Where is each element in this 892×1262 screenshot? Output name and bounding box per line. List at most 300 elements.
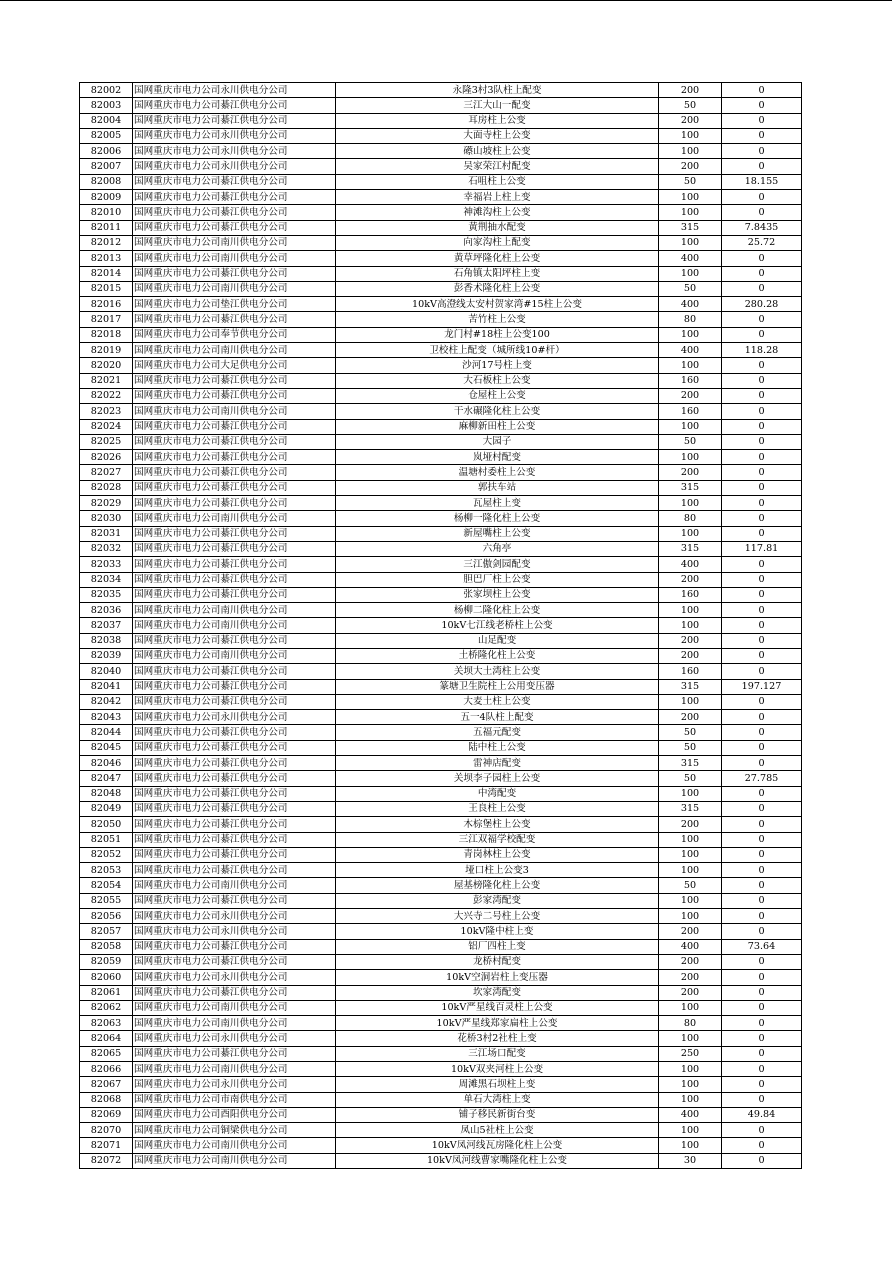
cell-capacity: 315 <box>659 756 722 771</box>
cell-id: 82066 <box>80 1062 133 1077</box>
cell-capacity: 160 <box>659 404 722 419</box>
cell-id: 82011 <box>80 220 133 235</box>
cell-organization: 国网重庆市电力公司南川供电分公司 <box>133 235 336 250</box>
cell-organization: 国网重庆市电力公司綦江供电分公司 <box>133 587 336 602</box>
cell-organization: 国网重庆市电力公司南川供电分公司 <box>133 618 336 633</box>
cell-device-name: 苦竹柱上公变 <box>336 312 659 327</box>
cell-value: 0 <box>722 893 802 908</box>
cell-value: 0 <box>722 832 802 847</box>
cell-value: 0 <box>722 373 802 388</box>
cell-id: 82069 <box>80 1107 133 1122</box>
cell-capacity: 50 <box>659 740 722 755</box>
cell-device-name: 吴家荣江村配变 <box>336 159 659 174</box>
cell-device-name: 大面寺柱上公变 <box>336 128 659 143</box>
table-row <box>80 419 802 434</box>
table-row <box>80 725 802 740</box>
table-row <box>80 954 802 969</box>
cell-device-name: 雷神店配变 <box>336 756 659 771</box>
cell-capacity: 50 <box>659 771 722 786</box>
cell-organization: 国网重庆市电力公司綦江供电分公司 <box>133 725 336 740</box>
cell-capacity: 100 <box>659 847 722 862</box>
cell-capacity: 160 <box>659 664 722 679</box>
cell-capacity: 200 <box>659 572 722 587</box>
cell-capacity: 100 <box>659 893 722 908</box>
cell-organization: 国网重庆市电力公司綦江供电分公司 <box>133 113 336 128</box>
cell-value: 0 <box>722 1077 802 1092</box>
cell-organization: 国网重庆市电力公司永川供电分公司 <box>133 159 336 174</box>
table-row <box>80 786 802 801</box>
cell-value: 0 <box>722 1123 802 1138</box>
cell-organization: 国网重庆市电力公司綦江供电分公司 <box>133 985 336 1000</box>
cell-device-name: 周滩黑石坝柱上变 <box>336 1077 659 1092</box>
cell-organization: 国网重庆市电力公司铜梁供电分公司 <box>133 1123 336 1138</box>
cell-id: 82004 <box>80 113 133 128</box>
cell-value: 0 <box>722 358 802 373</box>
table-row <box>80 557 802 572</box>
cell-value: 0 <box>722 128 802 143</box>
cell-id: 82033 <box>80 557 133 572</box>
cell-capacity: 100 <box>659 235 722 250</box>
cell-device-name: 凤山5社柱上公变 <box>336 1123 659 1138</box>
cell-id: 82018 <box>80 327 133 342</box>
cell-id: 82060 <box>80 970 133 985</box>
cell-organization: 国网重庆市电力公司綦江供电分公司 <box>133 526 336 541</box>
cell-device-name: 幸福岩上柱上变 <box>336 190 659 205</box>
cell-device-name: 王良柱上公变 <box>336 801 659 816</box>
cell-organization: 国网重庆市电力公司綦江供电分公司 <box>133 496 336 511</box>
cell-id: 82055 <box>80 893 133 908</box>
table-row <box>80 113 802 128</box>
cell-device-name: 龙门村#18柱上公变100 <box>336 327 659 342</box>
cell-device-name: 中湾配变 <box>336 786 659 801</box>
table-row <box>80 618 802 633</box>
table-row <box>80 327 802 342</box>
cell-capacity: 100 <box>659 694 722 709</box>
cell-device-name: 篆塘卫生院柱上公用变压器 <box>336 679 659 694</box>
cell-id: 82040 <box>80 664 133 679</box>
cell-id: 82043 <box>80 710 133 725</box>
table-row <box>80 1138 802 1153</box>
cell-device-name: 10kV凤河线瓦房隆化柱上公变 <box>336 1138 659 1153</box>
cell-device-name: 胆巴厂柱上公变 <box>336 572 659 587</box>
cell-organization: 国网重庆市电力公司綦江供电分公司 <box>133 740 336 755</box>
table-body <box>80 83 802 1169</box>
cell-value: 0 <box>722 694 802 709</box>
cell-organization: 国网重庆市电力公司綦江供电分公司 <box>133 220 336 235</box>
cell-id: 82002 <box>80 83 133 98</box>
cell-organization: 国网重庆市电力公司南川供电分公司 <box>133 343 336 358</box>
cell-capacity: 200 <box>659 633 722 648</box>
cell-organization: 国网重庆市电力公司綦江供电分公司 <box>133 939 336 954</box>
table-row <box>80 1000 802 1015</box>
table-row <box>80 205 802 220</box>
cell-capacity: 100 <box>659 786 722 801</box>
cell-id: 82045 <box>80 740 133 755</box>
table-row <box>80 220 802 235</box>
cell-capacity: 100 <box>659 327 722 342</box>
cell-capacity: 400 <box>659 939 722 954</box>
cell-device-name: 彭家湾配变 <box>336 893 659 908</box>
cell-organization: 国网重庆市电力公司南川供电分公司 <box>133 1138 336 1153</box>
cell-value: 27.785 <box>722 771 802 786</box>
table-row <box>80 312 802 327</box>
cell-organization: 国网重庆市电力公司綦江供电分公司 <box>133 817 336 832</box>
cell-organization: 国网重庆市电力公司南川供电分公司 <box>133 603 336 618</box>
cell-capacity: 100 <box>659 144 722 159</box>
cell-capacity: 100 <box>659 526 722 541</box>
cell-device-name: 陆中柱上公变 <box>336 740 659 755</box>
table-row <box>80 985 802 1000</box>
cell-capacity: 100 <box>659 863 722 878</box>
cell-value: 0 <box>722 648 802 663</box>
cell-organization: 国网重庆市电力公司永川供电分公司 <box>133 970 336 985</box>
cell-device-name: 张家坝柱上公变 <box>336 587 659 602</box>
cell-value: 0 <box>722 633 802 648</box>
cell-device-name: 卫校柱上配变（城所线10#杆） <box>336 343 659 358</box>
cell-value: 18.155 <box>722 174 802 189</box>
cell-capacity: 200 <box>659 954 722 969</box>
cell-device-name: 10kV严星线郑家扁柱上公变 <box>336 1016 659 1031</box>
cell-organization: 国网重庆市电力公司南川供电分公司 <box>133 511 336 526</box>
cell-id: 82008 <box>80 174 133 189</box>
cell-id: 82017 <box>80 312 133 327</box>
cell-id: 82068 <box>80 1092 133 1107</box>
cell-id: 82021 <box>80 373 133 388</box>
cell-device-name: 屋基榜隆化柱上公变 <box>336 878 659 893</box>
cell-value: 197.127 <box>722 679 802 694</box>
table-row <box>80 1031 802 1046</box>
cell-value: 0 <box>722 1000 802 1015</box>
cell-device-name: 10kV空洞岩柱上变压器 <box>336 970 659 985</box>
table-row <box>80 817 802 832</box>
cell-capacity: 315 <box>659 801 722 816</box>
cell-capacity: 100 <box>659 419 722 434</box>
table-row <box>80 1107 802 1122</box>
cell-value: 73.64 <box>722 939 802 954</box>
cell-id: 82034 <box>80 572 133 587</box>
cell-organization: 国网重庆市电力公司綦江供电分公司 <box>133 190 336 205</box>
table-row <box>80 281 802 296</box>
table-row <box>80 832 802 847</box>
cell-organization: 国网重庆市电力公司永川供电分公司 <box>133 1031 336 1046</box>
cell-organization: 国网重庆市电力公司永川供电分公司 <box>133 909 336 924</box>
cell-id: 82009 <box>80 190 133 205</box>
cell-capacity: 100 <box>659 128 722 143</box>
cell-device-name: 10kV凤河线曹家嘴隆化柱上公变 <box>336 1153 659 1168</box>
table-row <box>80 648 802 663</box>
cell-id: 82035 <box>80 587 133 602</box>
cell-organization: 国网重庆市电力公司南川供电分公司 <box>133 1000 336 1015</box>
cell-id: 82062 <box>80 1000 133 1015</box>
cell-value: 0 <box>722 496 802 511</box>
cell-id: 82013 <box>80 251 133 266</box>
cell-device-name: 黄荆抽水配变 <box>336 220 659 235</box>
cell-device-name: 耳房柱上公变 <box>336 113 659 128</box>
table-row <box>80 434 802 449</box>
table-row <box>80 266 802 281</box>
cell-device-name: 花桥3村2社柱上变 <box>336 1031 659 1046</box>
cell-device-name: 黄草坪隆化柱上公变 <box>336 251 659 266</box>
cell-device-name: 杨柳一隆化柱上公变 <box>336 511 659 526</box>
cell-capacity: 315 <box>659 220 722 235</box>
cell-id: 82047 <box>80 771 133 786</box>
cell-device-name: 永隆3村3队柱上配变 <box>336 83 659 98</box>
cell-id: 82059 <box>80 954 133 969</box>
cell-capacity: 100 <box>659 358 722 373</box>
cell-value: 0 <box>722 434 802 449</box>
cell-id: 82005 <box>80 128 133 143</box>
cell-id: 82071 <box>80 1138 133 1153</box>
table-row <box>80 572 802 587</box>
cell-id: 82026 <box>80 450 133 465</box>
table-row <box>80 863 802 878</box>
cell-capacity: 50 <box>659 725 722 740</box>
cell-device-name: 郭扶车站 <box>336 480 659 495</box>
cell-value: 0 <box>722 1153 802 1168</box>
cell-id: 82050 <box>80 817 133 832</box>
table-row <box>80 801 802 816</box>
cell-capacity: 400 <box>659 557 722 572</box>
cell-id: 82053 <box>80 863 133 878</box>
cell-capacity: 50 <box>659 281 722 296</box>
cell-capacity: 160 <box>659 587 722 602</box>
table-row <box>80 1092 802 1107</box>
table-row <box>80 1123 802 1138</box>
table-row <box>80 144 802 159</box>
cell-organization: 国网重庆市电力公司綦江供电分公司 <box>133 694 336 709</box>
table-row <box>80 343 802 358</box>
table-row <box>80 450 802 465</box>
cell-organization: 国网重庆市电力公司市南供电分公司 <box>133 1092 336 1107</box>
cell-id: 82056 <box>80 909 133 924</box>
cell-capacity: 100 <box>659 1031 722 1046</box>
cell-capacity: 200 <box>659 648 722 663</box>
cell-value: 25.72 <box>722 235 802 250</box>
cell-value: 0 <box>722 312 802 327</box>
cell-capacity: 400 <box>659 297 722 312</box>
table-row <box>80 235 802 250</box>
cell-value: 0 <box>722 159 802 174</box>
cell-organization: 国网重庆市电力公司綦江供电分公司 <box>133 786 336 801</box>
cell-value: 0 <box>722 281 802 296</box>
cell-device-name: 垭口柱上公变3 <box>336 863 659 878</box>
cell-id: 82010 <box>80 205 133 220</box>
cell-organization: 国网重庆市电力公司綦江供电分公司 <box>133 373 336 388</box>
cell-value: 280.28 <box>722 297 802 312</box>
cell-organization: 国网重庆市电力公司南川供电分公司 <box>133 281 336 296</box>
cell-capacity: 100 <box>659 618 722 633</box>
cell-device-name: 五福元配变 <box>336 725 659 740</box>
cell-id: 82058 <box>80 939 133 954</box>
cell-capacity: 80 <box>659 1016 722 1031</box>
cell-id: 82016 <box>80 297 133 312</box>
cell-device-name: 麻柳新田柱上公变 <box>336 419 659 434</box>
table-row <box>80 541 802 556</box>
cell-value: 118.28 <box>722 343 802 358</box>
cell-device-name: 彭香术隆化柱上公变 <box>336 281 659 296</box>
cell-device-name: 关坝李子园柱上公变 <box>336 771 659 786</box>
cell-value: 0 <box>722 190 802 205</box>
cell-organization: 国网重庆市电力公司垫江供电分公司 <box>133 297 336 312</box>
cell-organization: 国网重庆市电力公司綦江供电分公司 <box>133 954 336 969</box>
cell-id: 82020 <box>80 358 133 373</box>
cell-device-name: 山足配变 <box>336 633 659 648</box>
cell-organization: 国网重庆市电力公司酉阳供电分公司 <box>133 1107 336 1122</box>
cell-device-name: 温塘村委柱上公变 <box>336 465 659 480</box>
cell-organization: 国网重庆市电力公司綦江供电分公司 <box>133 434 336 449</box>
table-row <box>80 480 802 495</box>
cell-organization: 国网重庆市电力公司大足供电分公司 <box>133 358 336 373</box>
cell-device-name: 杨柳二隆化柱上公变 <box>336 603 659 618</box>
cell-value: 0 <box>722 924 802 939</box>
cell-device-name: 铝厂四柱上变 <box>336 939 659 954</box>
cell-id: 82028 <box>80 480 133 495</box>
cell-capacity: 100 <box>659 450 722 465</box>
cell-organization: 国网重庆市电力公司綦江供电分公司 <box>133 419 336 434</box>
cell-id: 82027 <box>80 465 133 480</box>
table-row <box>80 465 802 480</box>
table-row <box>80 83 802 98</box>
cell-organization: 国网重庆市电力公司綦江供电分公司 <box>133 679 336 694</box>
cell-value: 0 <box>722 113 802 128</box>
cell-id: 82048 <box>80 786 133 801</box>
cell-capacity: 100 <box>659 1138 722 1153</box>
cell-organization: 国网重庆市电力公司綦江供电分公司 <box>133 664 336 679</box>
table-row <box>80 174 802 189</box>
cell-organization: 国网重庆市电力公司綦江供电分公司 <box>133 633 336 648</box>
cell-value: 0 <box>722 756 802 771</box>
cell-capacity: 50 <box>659 878 722 893</box>
cell-organization: 国网重庆市电力公司南川供电分公司 <box>133 878 336 893</box>
cell-organization: 国网重庆市电力公司綦江供电分公司 <box>133 893 336 908</box>
table-row <box>80 251 802 266</box>
table-row <box>80 847 802 862</box>
table-row <box>80 1062 802 1077</box>
cell-organization: 国网重庆市电力公司永川供电分公司 <box>133 1077 336 1092</box>
cell-value: 0 <box>722 801 802 816</box>
cell-organization: 国网重庆市电力公司綦江供电分公司 <box>133 756 336 771</box>
cell-device-name: 铺子移民新街台变 <box>336 1107 659 1122</box>
cell-capacity: 200 <box>659 985 722 1000</box>
table-row <box>80 893 802 908</box>
cell-device-name: 大兴寺二号柱上公变 <box>336 909 659 924</box>
cell-capacity: 160 <box>659 373 722 388</box>
cell-organization: 国网重庆市电力公司綦江供电分公司 <box>133 863 336 878</box>
cell-device-name: 关坝大土湾柱上公变 <box>336 664 659 679</box>
cell-device-name: 新屋嘴柱上公变 <box>336 526 659 541</box>
cell-id: 82006 <box>80 144 133 159</box>
cell-id: 82015 <box>80 281 133 296</box>
table-row <box>80 1077 802 1092</box>
cell-id: 82025 <box>80 434 133 449</box>
cell-value: 0 <box>722 725 802 740</box>
cell-id: 82052 <box>80 847 133 862</box>
cell-id: 82032 <box>80 541 133 556</box>
cell-value: 0 <box>722 1092 802 1107</box>
cell-id: 82046 <box>80 756 133 771</box>
cell-device-name: 10kV七江线老桥柱上公变 <box>336 618 659 633</box>
cell-device-name: 五一4队柱上配变 <box>336 710 659 725</box>
cell-value: 0 <box>722 664 802 679</box>
cell-id: 82003 <box>80 98 133 113</box>
cell-organization: 国网重庆市电力公司南川供电分公司 <box>133 1016 336 1031</box>
cell-organization: 国网重庆市电力公司綦江供电分公司 <box>133 450 336 465</box>
cell-organization: 国网重庆市电力公司綦江供电分公司 <box>133 174 336 189</box>
cell-id: 82049 <box>80 801 133 816</box>
table-row <box>80 679 802 694</box>
table-row <box>80 694 802 709</box>
cell-value: 0 <box>722 603 802 618</box>
cell-id: 82037 <box>80 618 133 633</box>
cell-value: 0 <box>722 710 802 725</box>
cell-capacity: 50 <box>659 174 722 189</box>
cell-device-name: 仓屋柱上公变 <box>336 388 659 403</box>
cell-device-name: 大石板柱上公变 <box>336 373 659 388</box>
cell-value: 0 <box>722 388 802 403</box>
cell-capacity: 200 <box>659 113 722 128</box>
cell-id: 82030 <box>80 511 133 526</box>
table-row <box>80 297 802 312</box>
cell-capacity: 50 <box>659 434 722 449</box>
cell-value: 0 <box>722 618 802 633</box>
table-row <box>80 587 802 602</box>
cell-organization: 国网重庆市电力公司永川供电分公司 <box>133 924 336 939</box>
cell-value: 0 <box>722 863 802 878</box>
cell-value: 49.84 <box>722 1107 802 1122</box>
cell-capacity: 400 <box>659 251 722 266</box>
cell-organization: 国网重庆市电力公司綦江供电分公司 <box>133 312 336 327</box>
cell-device-name: 10kV高澄线太安村贺家湾#15柱上公变 <box>336 297 659 312</box>
cell-organization: 国网重庆市电力公司綦江供电分公司 <box>133 480 336 495</box>
cell-organization: 国网重庆市电力公司南川供电分公司 <box>133 251 336 266</box>
table-row <box>80 924 802 939</box>
cell-organization: 国网重庆市电力公司綦江供电分公司 <box>133 847 336 862</box>
cell-capacity: 30 <box>659 1153 722 1168</box>
cell-organization: 国网重庆市电力公司南川供电分公司 <box>133 1153 336 1168</box>
cell-value: 0 <box>722 251 802 266</box>
cell-value: 0 <box>722 1031 802 1046</box>
cell-device-name: 龙桥村配变 <box>336 954 659 969</box>
table-row <box>80 388 802 403</box>
cell-organization: 国网重庆市电力公司綦江供电分公司 <box>133 266 336 281</box>
cell-id: 82039 <box>80 648 133 663</box>
cell-capacity: 100 <box>659 266 722 281</box>
table-row <box>80 128 802 143</box>
cell-organization: 国网重庆市电力公司綦江供电分公司 <box>133 557 336 572</box>
cell-id: 82036 <box>80 603 133 618</box>
table-row <box>80 190 802 205</box>
cell-capacity: 200 <box>659 465 722 480</box>
cell-capacity: 100 <box>659 1000 722 1015</box>
cell-value: 0 <box>722 878 802 893</box>
cell-value: 0 <box>722 526 802 541</box>
cell-device-name: 三江大山一配变 <box>336 98 659 113</box>
cell-value: 0 <box>722 205 802 220</box>
cell-id: 82024 <box>80 419 133 434</box>
cell-device-name: 沙河17号柱上变 <box>336 358 659 373</box>
cell-device-name: 三江双福学校配变 <box>336 832 659 847</box>
cell-value: 0 <box>722 817 802 832</box>
cell-device-name: 神滩沟柱上公变 <box>336 205 659 220</box>
cell-value: 0 <box>722 266 802 281</box>
table-row <box>80 1153 802 1168</box>
cell-value: 0 <box>722 511 802 526</box>
table-row <box>80 358 802 373</box>
cell-capacity: 100 <box>659 832 722 847</box>
cell-organization: 国网重庆市电力公司綦江供电分公司 <box>133 801 336 816</box>
cell-device-name: 三江场口配变 <box>336 1046 659 1061</box>
cell-capacity: 400 <box>659 343 722 358</box>
